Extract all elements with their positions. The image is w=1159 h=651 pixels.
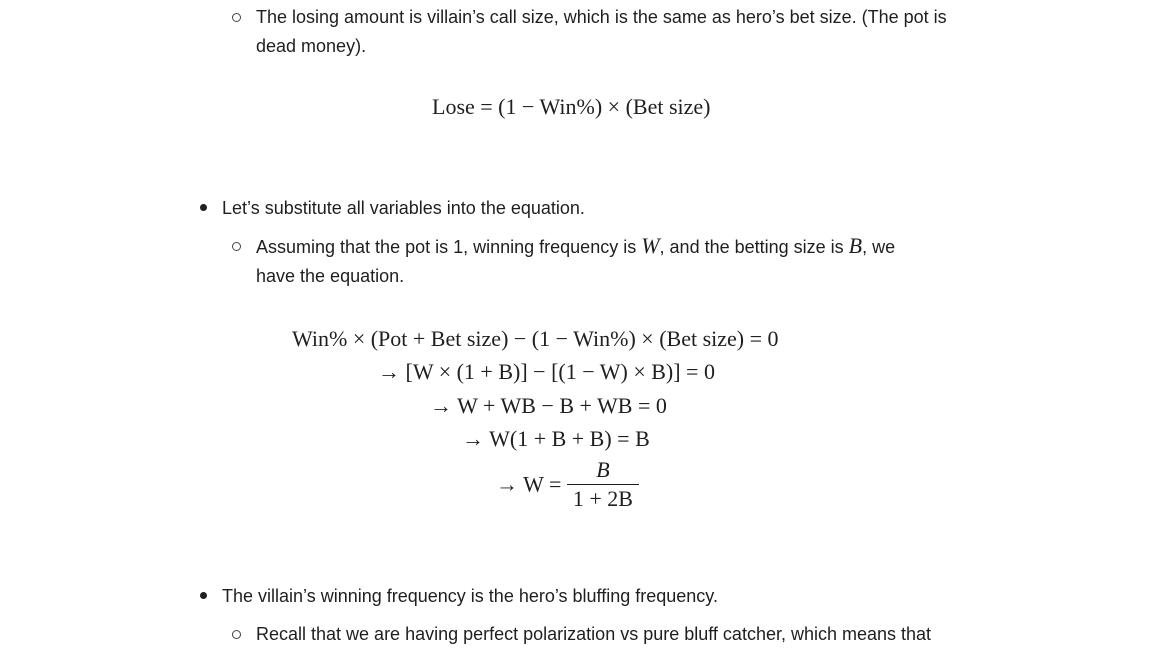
assuming-text-cont: have the equation. [256, 266, 405, 286]
substitute-text: Let’s substitute all variables into the equation. [222, 198, 585, 218]
bullet-marker [200, 204, 207, 211]
equation-line-5 [496, 456, 639, 513]
sub-bullet-marker [232, 242, 241, 251]
sub-bullet-marker [232, 13, 241, 22]
villain-frequency-text: The villain’s winning frequency is the hero’s bluffing frequency. [222, 586, 718, 606]
fraction-numerator: B [596, 457, 610, 482]
variable-b: B [848, 233, 863, 258]
sub-bullet-marker [232, 630, 241, 639]
equation-line-5-lhs: → W = [496, 471, 562, 497]
assuming-text-c: , we [862, 237, 896, 257]
fraction [567, 456, 639, 513]
equation-line-3: → W + WB − B + WB = 0 [430, 393, 667, 418]
losing-amount-text: The losing amount is villain’s call size, which is the same as hero’s bet size. (The pot is [256, 7, 947, 27]
losing-amount-text-cont: dead money). [256, 36, 367, 56]
lose-equation: Lose = (1 − Win%) × (Bet size) [432, 94, 711, 119]
assuming-text-a: Assuming that the pot is 1, winning frequency is [256, 237, 642, 257]
assuming-text-b: , and the betting size is [659, 237, 849, 257]
equation-line-2: → [W × (1 + B)] − [(1 − W) × B)] = 0 [378, 359, 715, 384]
assuming-text [256, 231, 895, 262]
recall-text: Recall that we are having perfect polarization vs pure bluff catcher, which means that [256, 624, 932, 644]
equation-line-4: → W(1 + B + B) = B [462, 426, 650, 451]
equation-line-1: Win% × (Pot + Bet size) − (1 − Win%) × (Bet size) = 0 [292, 326, 779, 351]
fraction-denominator: 1 + 2B [567, 484, 639, 513]
variable-w: W [641, 233, 660, 258]
bullet-marker [200, 592, 207, 599]
